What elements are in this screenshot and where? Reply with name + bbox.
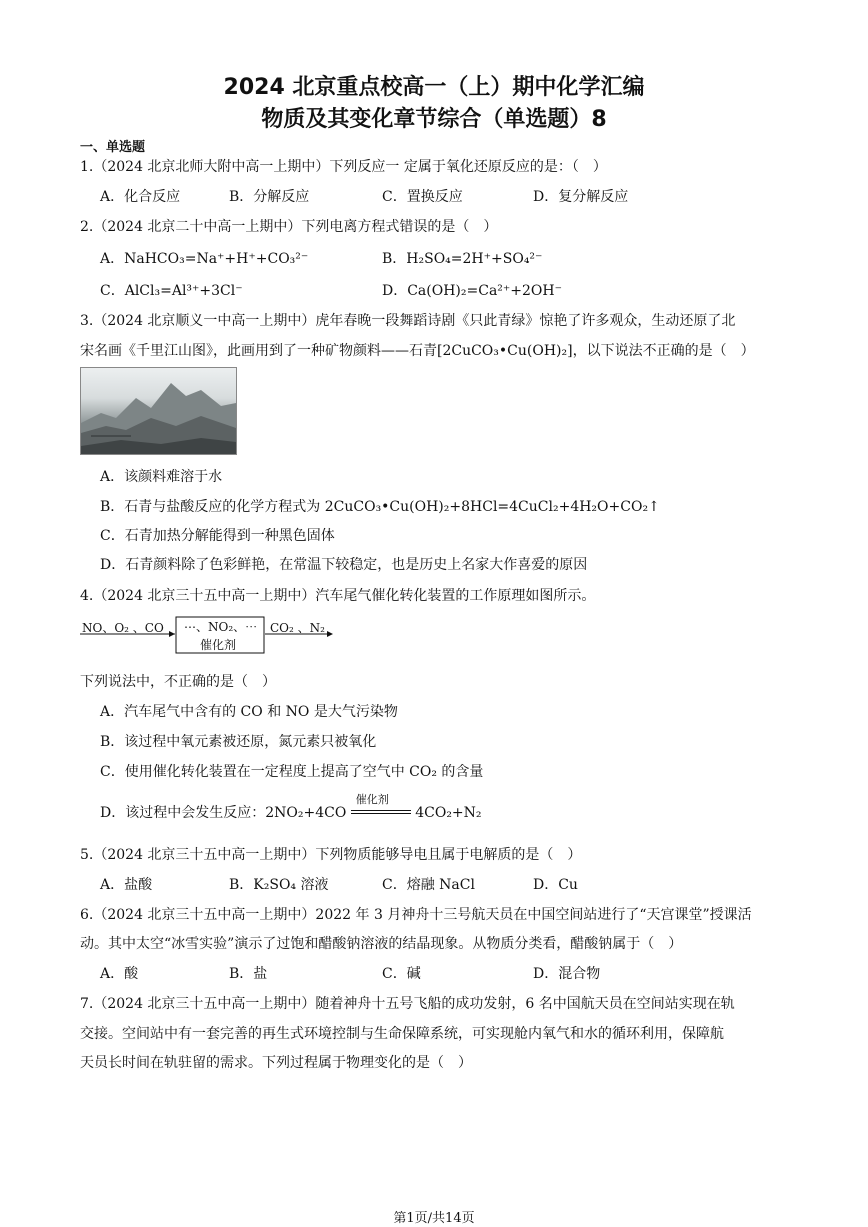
document-title: 2024 北京重点校高一（上）期中化学汇编 — [223, 75, 645, 100]
diagram-catalyst-label: 催化剂 — [200, 638, 237, 652]
question-3-stem-line1: 3.（2024 北京顺义一中高一上期中）虎年春晚一段舞蹈诗剧《只此青绿》惊艳了许多观众，生动还原了北 — [80, 313, 736, 329]
question-3-option-a: A．该颜料难溶于水 — [100, 469, 223, 485]
question-5-option-d: D．Cu — [533, 877, 578, 893]
question-2-option-c: C．AlCl₃=Al³⁺+3Cl⁻ — [100, 283, 243, 299]
question-4-stem-line2: 下列说法中，不正确的是（ ） — [80, 674, 276, 690]
question-6-option-c: C．碱 — [382, 966, 421, 982]
question-2-option-a: A．NaHCO₃=Na⁺+H⁺+CO₃²⁻ — [100, 251, 309, 267]
diagram-output-label: CO₂ 、N₂ — [270, 621, 325, 635]
question-7-stem-line1: 7.（2024 北京三十五中高一上期中）随着神舟十五号飞船的成功发射，6 名中国航天员在空间站实现在轨 — [80, 996, 735, 1012]
question-1-option-c: C．置换反应 — [382, 189, 463, 205]
question-5-option-b: B．K₂SO₄ 溶液 — [229, 877, 329, 893]
question-1-stem: 1.（2024 北京北师大附中高一上期中）下列反应一 定属于氧化还原反应的是：（ ） — [80, 159, 607, 175]
diagram-input-label: NO、O₂ 、CO — [82, 621, 164, 635]
page-number: 第1页/共14页 — [393, 1211, 475, 1226]
question-1-option-a: A．化合反应 — [100, 189, 181, 205]
question-2-option-b: B．H₂SO₄=2H⁺+SO₄²⁻ — [382, 251, 543, 267]
question-2-option-d: D．Ca(OH)₂=Ca²⁺+2OH⁻ — [382, 283, 563, 299]
question-3-option-b: B．石青与盐酸反应的化学方程式为 2CuCO₃•Cu(OH)₂+8HCl=4CuCl₂+4H₂O+CO₂↑ — [100, 499, 660, 515]
question-2-stem: 2.（2024 北京二十中高一上期中）下列电离方程式错误的是（ ） — [80, 219, 498, 235]
diagram-box-label: ⋯、NO₂、⋯ — [184, 620, 258, 634]
question-6-stem-line1: 6.（2024 北京三十五中高一上期中）2022 年 3 月神舟十三号航天员在中国空间站进行了“天宫课堂”授课活 — [80, 907, 752, 923]
document-subtitle: 物质及其变化章节综合（单选题）8 — [261, 107, 607, 132]
question-3-stem-line2: 宋名画《千里江山图》，此画用到了一种矿物颜料——石青[2CuCO₃•Cu(OH)₂]，以下说法不正确的是（ ） — [80, 343, 755, 359]
question-4-option-b: B．该过程中氧元素被还原，氮元素只被氧化 — [100, 734, 377, 750]
question-3-option-d: D．石青颜料除了色彩鲜艳，在常温下较稳定，也是历史上名家大作喜爱的原因 — [100, 557, 588, 573]
question-6-option-b: B．盐 — [229, 966, 268, 982]
question-7-stem-line3: 天员长时间在轨驻留的需求。下列过程属于物理变化的是（ ） — [80, 1055, 472, 1071]
catalytic-converter-diagram — [80, 614, 340, 660]
question-4-option-d — [100, 793, 482, 822]
question-5-option-a: A．盐酸 — [100, 877, 153, 893]
question-6-option-d: D．混合物 — [533, 966, 601, 982]
landscape-painting-image — [80, 367, 237, 455]
question-5-stem: 5.（2024 北京三十五中高一上期中）下列物质能够导电且属于电解质的是（ ） — [80, 847, 582, 863]
question-6-stem-line2: 动。其中太空“冰雪实验”演示了过饱和醋酸钠溶液的结晶现象。从物质分类看，醋酸钠属于（ ） — [80, 936, 683, 952]
question-5-option-c: C．熔融 NaCl — [382, 877, 475, 893]
question-1-option-b: B．分解反应 — [229, 189, 310, 205]
question-4-option-d-rhs: 4CO₂+N₂ — [415, 805, 482, 821]
reaction-arrow — [351, 793, 411, 820]
question-7-stem-line2: 交接。空间站中有一套完善的再生式环境控制与生命保障系统，可实现舱内氧气和水的循环利用，保障航 — [80, 1026, 724, 1042]
question-4-option-c: C．使用催化转化装置在一定程度上提高了空气中 CO₂ 的含量 — [100, 764, 484, 780]
section-heading: 一、单选题 — [80, 140, 146, 155]
question-3-option-c: C．石青加热分解能得到一种黑色固体 — [100, 528, 335, 544]
question-4-option-d-lhs: D．该过程中会发生反应：2NO₂+4CO — [100, 805, 347, 821]
question-1-option-d: D．复分解反应 — [533, 189, 629, 205]
question-6-option-a: A．酸 — [100, 966, 139, 982]
question-4-stem: 4.（2024 北京三十五中高一上期中）汽车尾气催化转化装置的工作原理如图所示。 — [80, 588, 596, 604]
reaction-catalyst-label: 催化剂 — [355, 793, 389, 806]
question-4-option-a: A．汽车尾气中含有的 CO 和 NO 是大气污染物 — [100, 704, 398, 720]
